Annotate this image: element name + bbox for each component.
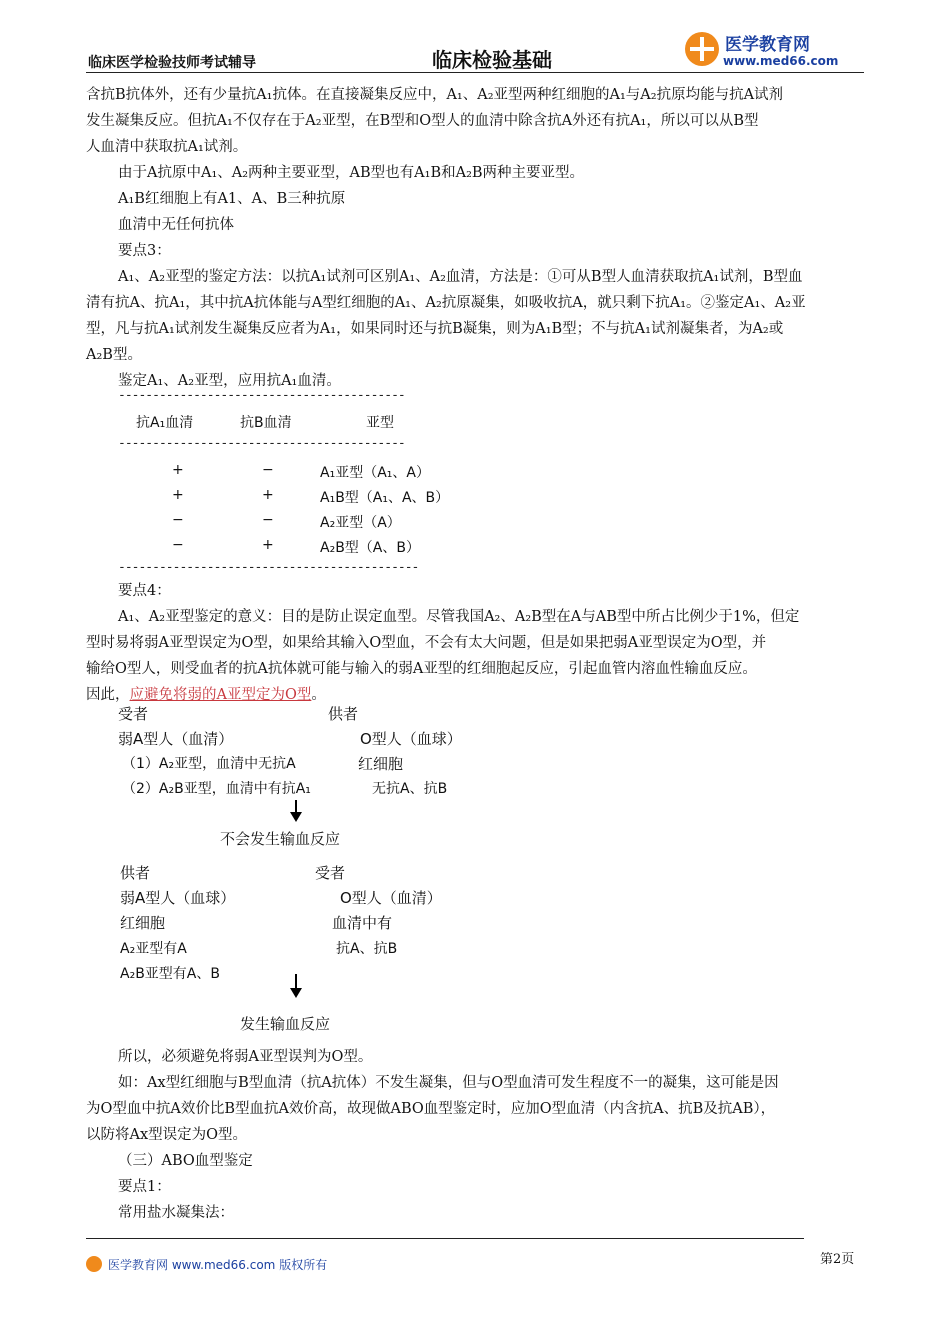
paragraph-7: 鉴定A₁、A₂亚型，应用抗A₁血清。: [118, 373, 341, 389]
diagram1-recipient-type: 弱A型人（血清）: [118, 730, 234, 748]
table-row-4-anti-b: +: [262, 537, 274, 553]
diagram1-line-1-right: 红细胞: [358, 755, 404, 773]
diagram1-result: 不会发生输血反应: [220, 830, 341, 848]
paragraph-11-line-2: 为O型血中抗A效价比B型血抗A效价高，故现做ABO血型鉴定时，应加O型血清（内含抗A、抗B及抗AB），: [86, 1101, 776, 1117]
diagram2-line-1-left: 红细胞: [120, 914, 166, 932]
table-row-4-subtype: A₂B型（A、B）: [320, 540, 420, 556]
highlight-link[interactable]: 应避免将弱的A亚型定为O型: [129, 687, 312, 703]
table-header-anti-a1: 抗A₁血清: [136, 415, 194, 431]
medical-cross-logo-icon: [685, 32, 719, 66]
table-row-2-anti-a1: +: [172, 487, 184, 503]
footer-logo-icon: [86, 1256, 102, 1272]
table-row-2-anti-b: +: [262, 487, 274, 503]
diagram1-line-1: （1）A₂亚型，血清中无抗A: [122, 756, 296, 772]
section-heading-abo: （三）ABO血型鉴定: [118, 1153, 253, 1169]
key-point-4: 要点4：: [118, 583, 171, 599]
footer-divider: [86, 1238, 804, 1239]
paragraph-9-line-1: A₁、A₂亚型鉴定的意义：目的是防止误定血型。尽管我国A₂、A₂B型在A与AB型中所占比例少于1%，但定: [118, 609, 800, 625]
paragraph-6-line-1: A₁、A₂亚型的鉴定方法：以抗A₁试剂可区别A₁、A₂血清，方法是：①可从B型人血清获取抗A₁试剂，B型血: [118, 269, 803, 285]
paragraph-1-line-1: 含抗B抗体外，还有少量抗A₁抗体。在直接凝集反应中，A₁、A₂亚型两种红细胞的A₁与A₂抗原均能与抗A试剂: [86, 87, 784, 103]
diagram2-donor-type: 弱A型人（血球）: [120, 889, 236, 907]
diagram2-recipient-type: O型人（血清）: [340, 889, 442, 907]
paragraph-11-line-3: 以防将Ax型误定为O型。: [86, 1127, 248, 1143]
table-row-1-anti-a1: +: [172, 462, 184, 478]
diagram1-donor-type: O型人（血球）: [360, 730, 462, 748]
diagram1-donor-label: 供者: [328, 705, 359, 723]
diagram2-donor-label: 供者: [120, 864, 151, 882]
diagram2-line-1-right: 血清中有: [332, 914, 393, 932]
table-header-anti-b: 抗B血清: [240, 415, 292, 431]
diagram1-line-2-right: 无抗A、抗B: [372, 781, 448, 797]
table-row-3-anti-b: −: [262, 512, 274, 528]
paragraph-4: 血清中无任何抗体: [118, 217, 234, 233]
key-point-1: 要点1：: [118, 1179, 171, 1195]
table-row-2-subtype: A₁B型（A₁、A、B）: [320, 490, 450, 506]
paragraph-11-line-1: 如：Ax型红细胞与B型血清（抗A抗体）不发生凝集，但与O型血清可发生程度不一的凝集，这可能是因: [118, 1075, 779, 1091]
diagram1-line-2: （2）A₂B亚型，血清中有抗A₁: [122, 781, 311, 797]
table-header-rule: ------------------------------------------: [118, 436, 405, 451]
paragraph-6-line-3: 型，凡与抗A₁试剂发生凝集反应者为A₁，如果同时还与抗B凝集，则为A₁B型；不与抗A₁试剂凝集者，为A₂或: [86, 321, 784, 337]
diagram2-result: 发生输血反应: [240, 1015, 331, 1033]
diagram2-down-arrow-icon: [295, 974, 297, 990]
table-row-3-anti-a1: −: [172, 512, 184, 528]
paragraph-6-line-2: 清有抗A、抗A₁，其中抗A抗体能与A型红细胞的A₁、A₂抗原凝集，如吸收抗A，就只剩下抗A₁。②鉴定A₁、A₂亚: [86, 295, 806, 311]
header-left-title: 临床医学检验技师考试辅导: [88, 55, 256, 71]
paragraph-6-line-4: A₂B型。: [86, 347, 142, 363]
diagram1-down-arrow-icon: [295, 800, 297, 814]
logo-name: 医学教育网: [725, 35, 810, 55]
table-row-1-anti-b: −: [262, 462, 274, 478]
table-row-1-subtype: A₁亚型（A₁、A）: [320, 465, 430, 481]
key-point-3: 要点3：: [118, 243, 171, 259]
diagram2-line-2-left: A₂亚型有A: [120, 941, 187, 957]
paragraph-9-prefix: 因此，: [86, 687, 130, 703]
paragraph-14: 常用盐水凝集法：: [118, 1205, 234, 1221]
diagram2-line-3-left: A₂B亚型有A、B: [120, 966, 220, 982]
diagram1-recipient-label: 受者: [118, 705, 149, 723]
table-top-rule: ------------------------------------------: [118, 388, 405, 403]
table-bottom-rule: --------------------------------------------: [118, 560, 419, 575]
paragraph-9-line-3: 输给O型人，则受血者的抗A抗体就可能与输入的弱A亚型的红细胞起反应，引起血管内溶血性输血反应。: [86, 661, 757, 677]
table-header-subtype: 亚型: [366, 415, 394, 431]
site-logo[interactable]: [685, 30, 865, 76]
paragraph-9-line-2: 型时易将弱A亚型误定为O型，如果给其输入O型血，不会有太大问题，但是如果把弱A亚型误定为O型，并: [86, 635, 767, 651]
paragraph-9-suffix: 。: [311, 687, 326, 703]
header-center-title: 临床检验基础: [432, 48, 552, 72]
table-row-3-subtype: A₂亚型（A）: [320, 515, 401, 531]
paragraph-2: 由于A抗原中A₁、A₂两种主要亚型，AB型也有A₁B和A₂B两种主要亚型。: [118, 165, 585, 181]
page-number: 第2页: [820, 1252, 855, 1267]
footer-copyright[interactable]: 医学教育网 www.med66.com 版权所有: [108, 1258, 328, 1272]
paragraph-10: 所以，必须避免将弱A亚型误判为O型。: [118, 1049, 373, 1065]
diagram2-line-2-right: 抗A、抗B: [336, 941, 398, 957]
paragraph-1-line-2: 发生凝集反应。但抗A₁不仅存在于A₂亚型，在B型和O型人的血清中除含抗A外还有抗A₁，所以可以从B型: [86, 113, 759, 129]
table-row-4-anti-a1: −: [172, 537, 184, 553]
paragraph-3: A₁B红细胞上有A1、A、B三种抗原: [118, 191, 346, 207]
diagram2-recipient-label: 受者: [315, 864, 346, 882]
header-divider: [86, 72, 864, 73]
paragraph-1-line-3: 人血清中获取抗A₁试剂。: [86, 139, 248, 155]
logo-url[interactable]: www.med66.com: [723, 54, 839, 68]
